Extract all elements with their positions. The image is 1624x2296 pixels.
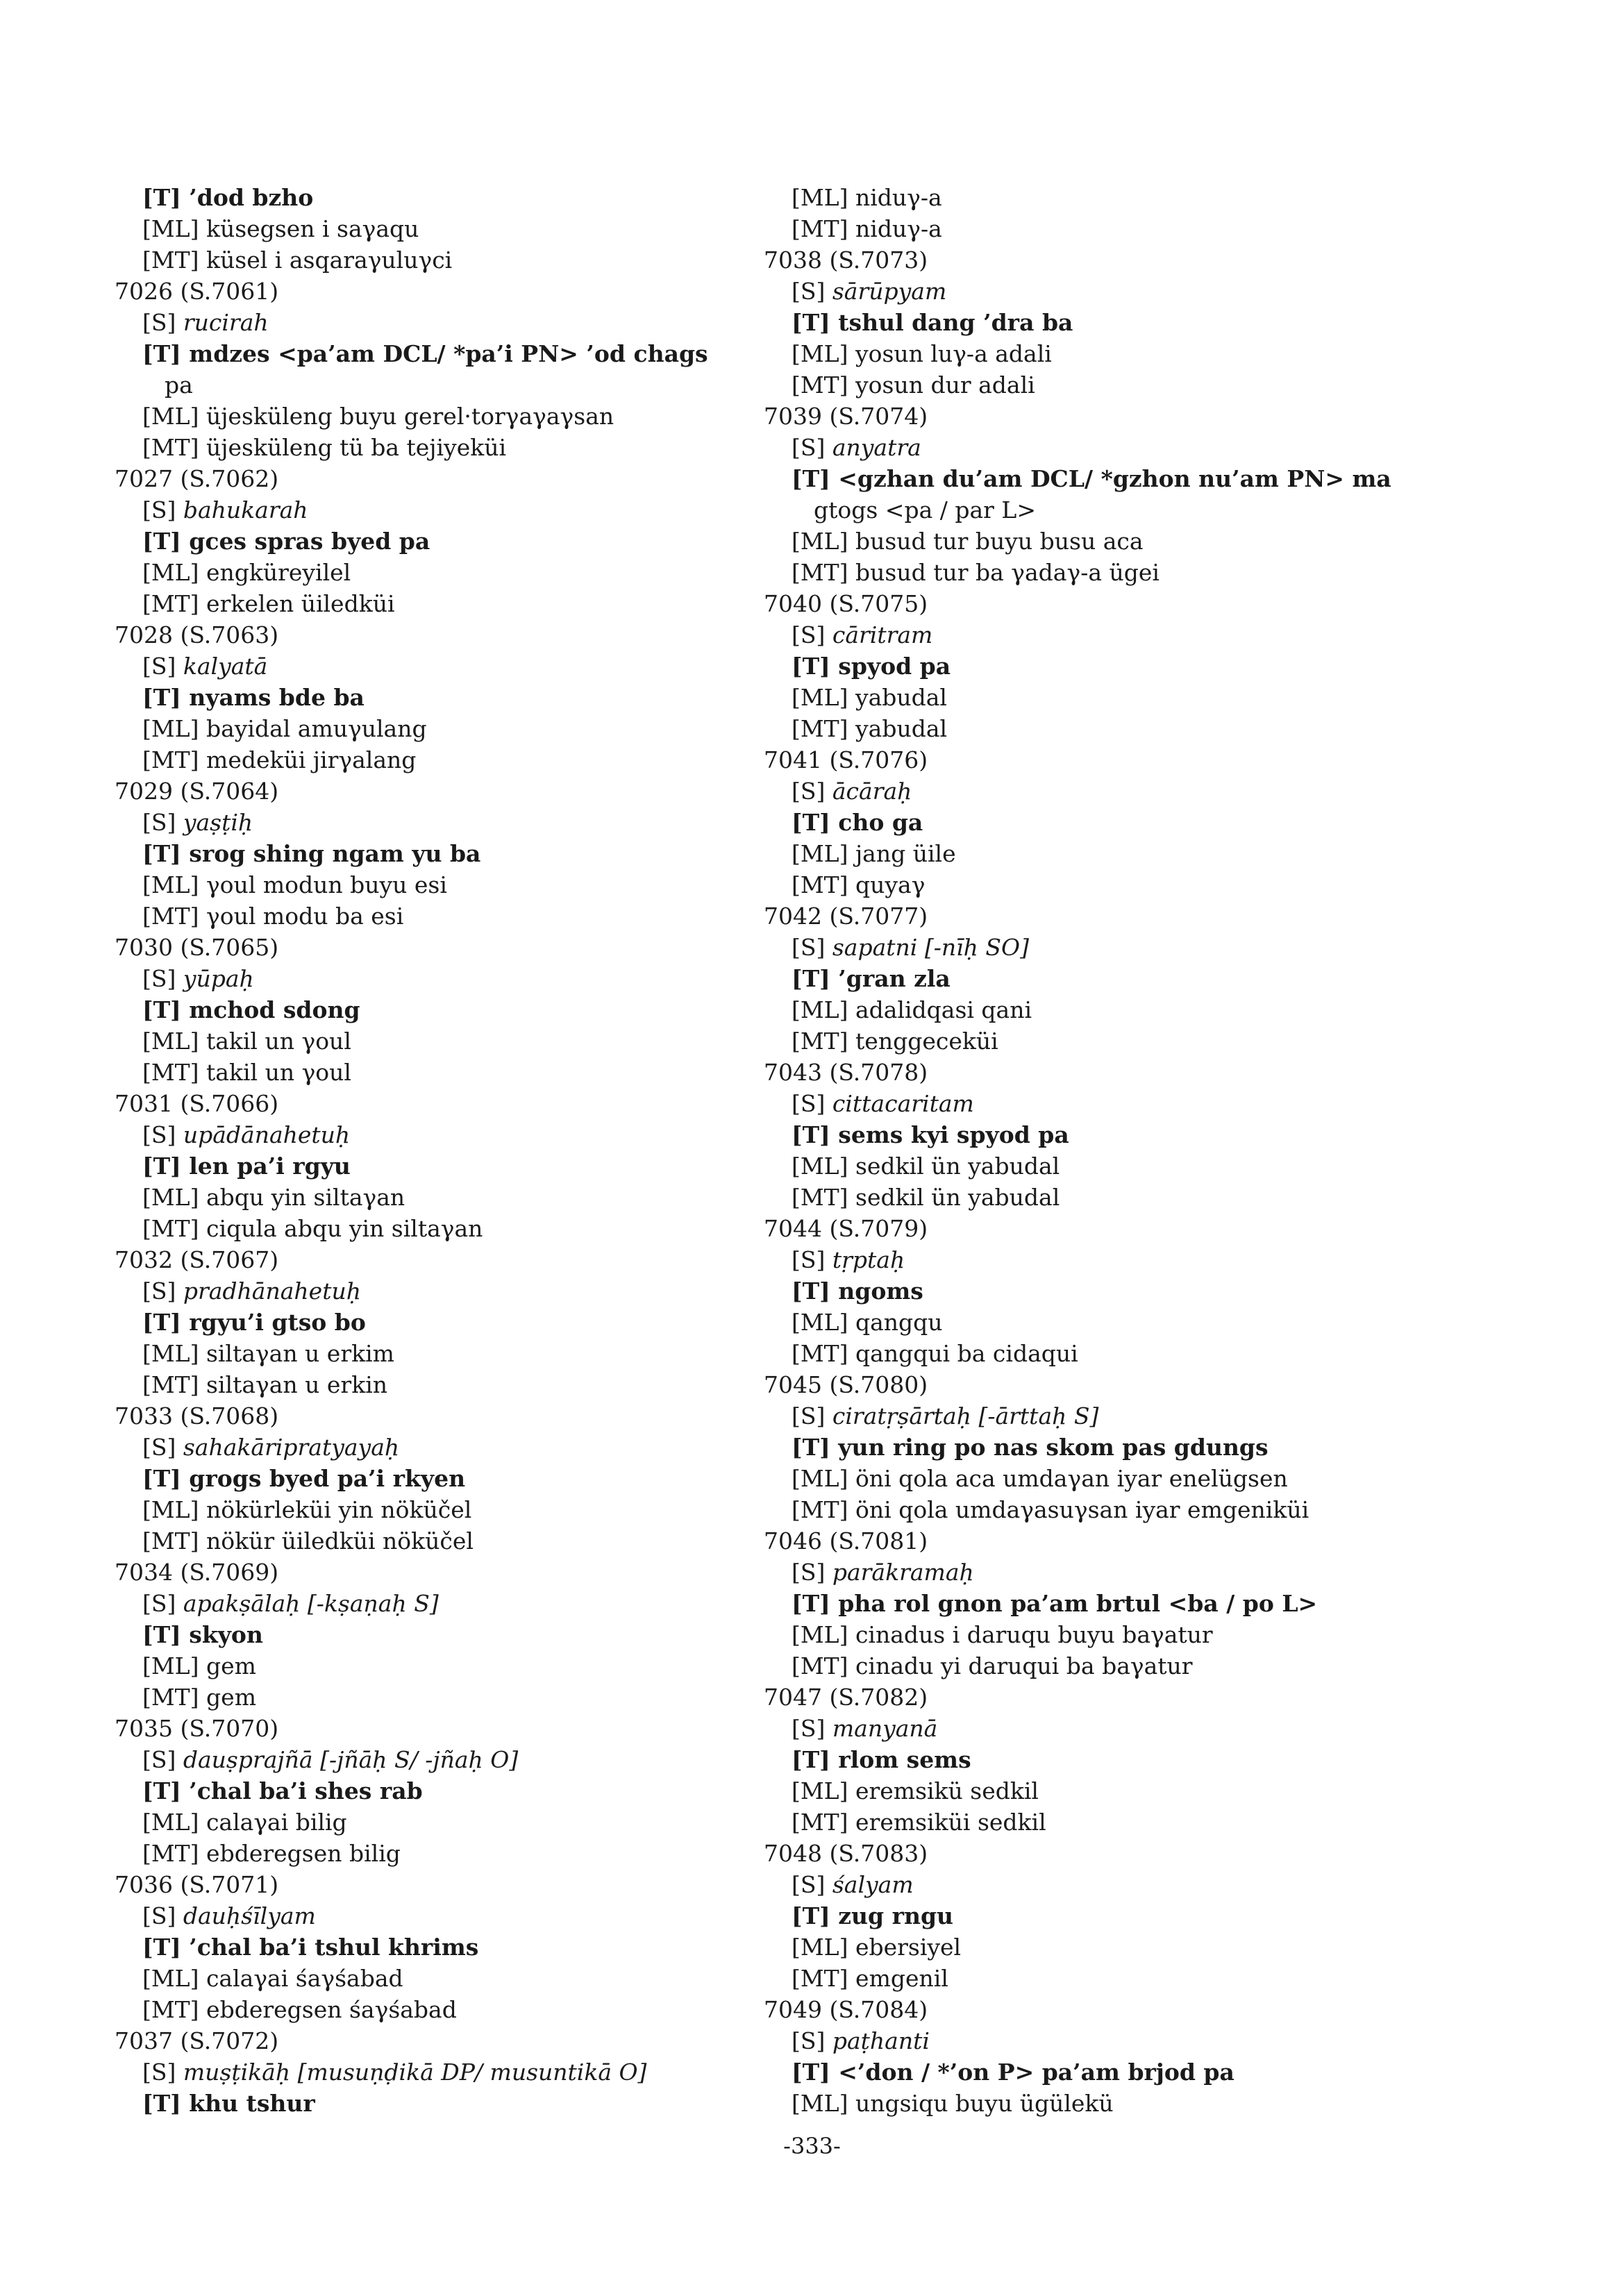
sanskrit-line <box>115 1744 781 1775</box>
entry-number: 7030 (S.7065) <box>115 934 279 961</box>
tibetan-line: [T] pha rol gnon pa’am brtul <ba / po L> <box>792 1590 1318 1617</box>
sanskrit-tag: [S] <box>792 1402 832 1430</box>
sanskrit-term: dauḥśīlyam <box>183 1902 316 1929</box>
entry-number: 7037 (S.7072) <box>115 2027 279 2054</box>
sanskrit-tag: [S] <box>142 1902 183 1929</box>
sanskrit-line <box>764 776 1500 807</box>
sanskrit-term: rucirah <box>183 309 269 336</box>
mongolian-ml-line: [ML] adalidqasi qani <box>792 996 1032 1023</box>
tibetan-line: [T] skyon <box>142 1621 263 1648</box>
tibetan-line: [T] grogs byed pa’i rkyen <box>142 1465 466 1492</box>
sanskrit-line <box>115 1119 781 1150</box>
mongolian-ml-line: [ML] takil un γoul <box>142 1028 351 1055</box>
sanskrit-term: tṛptaḥ <box>832 1246 905 1273</box>
mongolian-mt-line: [MT] emgenil <box>792 1965 948 1992</box>
left-column <box>115 182 781 2119</box>
sanskrit-term: sahakāripratyayaḥ <box>183 1434 400 1461</box>
entry-continuation: gtogs <pa / par L> <box>814 496 1036 523</box>
sanskrit-line <box>115 494 781 526</box>
mongolian-ml-line: [ML] üjesküleng buyu gerel·torγaγaγsan <box>142 403 614 430</box>
sanskrit-tag: [S] <box>142 653 183 680</box>
sanskrit-tag: [S] <box>142 1121 183 1148</box>
mongolian-ml-line: [ML] busud tur buyu busu aca <box>792 528 1144 555</box>
sanskrit-line <box>764 1244 1500 1275</box>
sanskrit-term: dauṣprajñā [-jñāḥ S/ -jñaḥ O] <box>183 1746 519 1773</box>
sanskrit-line <box>764 1400 1500 1432</box>
entry-continuation: pa <box>165 371 193 399</box>
sanskrit-line <box>764 1869 1500 1900</box>
page-number: -333- <box>783 2133 841 2159</box>
entry-number: 7041 (S.7076) <box>764 746 928 773</box>
sanskrit-line <box>115 307 781 338</box>
mongolian-mt-line: [MT] niduγ-a <box>792 215 942 242</box>
mongolian-ml-line: [ML] bayidal amuγulang <box>142 715 427 742</box>
sanskrit-tag: [S] <box>792 934 832 961</box>
entry-number: 7042 (S.7077) <box>764 903 928 930</box>
sanskrit-term: upādānahetuḥ <box>183 1121 351 1148</box>
entry-number: 7049 (S.7084) <box>764 1996 928 2023</box>
mongolian-ml-line: [ML] nökürleküi yin nöküčel <box>142 1496 472 1523</box>
mongolian-ml-line: [ML] qangqu <box>792 1309 943 1336</box>
mongolian-mt-line: [MT] qangqui ba cidaqui <box>792 1340 1078 1367</box>
tibetan-line: [T] mdzes <pa’am DCL/ *pa’i PN> ’od chags <box>142 340 708 367</box>
tibetan-line: [T] gces spras byed pa <box>142 528 430 555</box>
mongolian-ml-line: [ML] öni qola aca umdaγan iyar enelügsen <box>792 1465 1288 1492</box>
sanskrit-term: sārūpyam <box>832 278 947 305</box>
tibetan-line: [T] ngoms <box>792 1277 923 1305</box>
tibetan-line: [T] rlom sems <box>792 1746 971 1773</box>
mongolian-mt-line: [MT] tenggeceküi <box>792 1028 998 1055</box>
tibetan-line: [T] ’dod bzho <box>142 184 314 211</box>
mongolian-mt-line: [MT] nökür üiledküi nöküčel <box>142 1527 474 1555</box>
entry-number: 7035 (S.7070) <box>115 1715 279 1742</box>
sanskrit-tag: [S] <box>142 809 183 836</box>
sanskrit-term: yaṣṭiḥ <box>183 809 253 836</box>
tibetan-line: [T] zug rngu <box>792 1902 954 1929</box>
sanskrit-line <box>764 1713 1500 1744</box>
entry-number: 7043 (S.7078) <box>764 1059 928 1086</box>
sanskrit-line <box>115 1275 781 1307</box>
sanskrit-line <box>115 651 781 682</box>
mongolian-mt-line: [MT] küsel i asqaraγuluγci <box>142 246 453 274</box>
sanskrit-tag: [S] <box>142 1590 183 1617</box>
sanskrit-tag: [S] <box>142 309 183 336</box>
sanskrit-tag: [S] <box>792 434 832 461</box>
mongolian-ml-line: [ML] abqu yin siltaγan <box>142 1184 405 1211</box>
right-column <box>764 182 1500 2119</box>
sanskrit-line <box>115 1900 781 1932</box>
sanskrit-term: apakṣālaḥ [-kṣaṇaḥ S] <box>183 1590 439 1617</box>
entry-number: 7029 (S.7064) <box>115 778 279 805</box>
tibetan-line: [T] ’chal ba’i shes rab <box>142 1777 423 1804</box>
mongolian-ml-line: [ML] yosun luγ-a adali <box>792 340 1052 367</box>
sanskrit-line <box>764 932 1500 963</box>
tibetan-line: [T] cho ga <box>792 809 923 836</box>
mongolian-ml-line: [ML] jang üile <box>792 840 956 867</box>
sanskrit-tag: [S] <box>792 1871 832 1898</box>
mongolian-mt-line: [MT] γoul modu ba esi <box>142 903 404 930</box>
mongolian-ml-line: [ML] engküreyilel <box>142 559 351 586</box>
sanskrit-line <box>115 2056 781 2088</box>
entry-number: 7033 (S.7068) <box>115 1402 279 1430</box>
sanskrit-tag: [S] <box>792 778 832 805</box>
mongolian-ml-line: [ML] ungsiqu buyu ügülekü <box>792 2090 1114 2117</box>
sanskrit-term: cāritram <box>832 621 933 648</box>
sanskrit-line <box>764 1557 1500 1588</box>
sanskrit-term: pradhānahetuḥ <box>183 1277 361 1305</box>
mongolian-mt-line: [MT] ciqula abqu yin siltaγan <box>142 1215 483 1242</box>
tibetan-line: [T] sems kyi spyod pa <box>792 1121 1069 1148</box>
mongolian-mt-line: [MT] cinadu yi daruqui ba baγatur <box>792 1652 1193 1679</box>
entry-number: 7026 (S.7061) <box>115 278 279 305</box>
mongolian-mt-line: [MT] ebderegsen śaγśabad <box>142 1996 457 2023</box>
sanskrit-line <box>764 2025 1500 2056</box>
tibetan-line: [T] srog shing ngam yu ba <box>142 840 481 867</box>
sanskrit-term: cittacaritam <box>832 1090 974 1117</box>
sanskrit-term: ācāraḥ <box>832 778 912 805</box>
mongolian-ml-line: [ML] siltaγan u erkim <box>142 1340 394 1367</box>
mongolian-mt-line: [MT] sedkil ün yabudal <box>792 1184 1060 1211</box>
sanskrit-tag: [S] <box>142 965 183 992</box>
sanskrit-term: muṣṭikāḥ [musuṇḍikā DP/ musuntikā O] <box>183 2059 647 2086</box>
mongolian-ml-line: [ML] küsegsen i saγaqu <box>142 215 419 242</box>
entry-number: 7046 (S.7081) <box>764 1527 928 1555</box>
sanskrit-term: śalyam <box>832 1871 914 1898</box>
mongolian-mt-line: [MT] üjesküleng tü ba tejiyeküi <box>142 434 507 461</box>
sanskrit-term: kalyatā <box>183 653 268 680</box>
sanskrit-tag: [S] <box>142 496 183 523</box>
mongolian-mt-line: [MT] ebderegsen bilig <box>142 1840 401 1867</box>
sanskrit-tag: [S] <box>142 1746 183 1773</box>
entry-number: 7032 (S.7067) <box>115 1246 279 1273</box>
mongolian-mt-line: [MT] medeküi jirγalang <box>142 746 417 773</box>
sanskrit-line <box>764 1088 1500 1119</box>
mongolian-ml-line: [ML] yabudal <box>792 684 947 711</box>
sanskrit-term: manyanā <box>832 1715 938 1742</box>
sanskrit-tag: [S] <box>142 1434 183 1461</box>
mongolian-mt-line: [MT] gem <box>142 1684 256 1711</box>
mongolian-ml-line: [ML] sedkil ün yabudal <box>792 1153 1060 1180</box>
entry-number: 7048 (S.7083) <box>764 1840 928 1867</box>
tibetan-line: [T] ’gran zla <box>792 965 951 992</box>
tibetan-line: [T] mchod sdong <box>142 996 360 1023</box>
sanskrit-term: ciratṛṣārtaḥ [-ārttaḥ S] <box>832 1402 1099 1430</box>
sanskrit-term: bahukarah <box>183 496 308 523</box>
entry-number: 7047 (S.7082) <box>764 1684 928 1711</box>
tibetan-line: [T] khu tshur <box>142 2090 315 2117</box>
mongolian-ml-line: [ML] γoul modun buyu esi <box>142 871 447 898</box>
entry-number: 7031 (S.7066) <box>115 1090 279 1117</box>
mongolian-ml-line: [ML] niduγ-a <box>792 184 942 211</box>
entry-number: 7034 (S.7069) <box>115 1559 279 1586</box>
tibetan-line: [T] spyod pa <box>792 653 951 680</box>
sanskrit-tag: [S] <box>792 1559 832 1586</box>
sanskrit-tag: [S] <box>792 1246 832 1273</box>
entry-number: 7027 (S.7062) <box>115 465 279 492</box>
mongolian-mt-line: [MT] takil un γoul <box>142 1059 351 1086</box>
sanskrit-line <box>115 963 781 994</box>
mongolian-mt-line: [MT] eremsiküi sedkil <box>792 1809 1046 1836</box>
sanskrit-line <box>764 619 1500 651</box>
mongolian-mt-line: [MT] yosun dur adali <box>792 371 1035 399</box>
tibetan-line: [T] rgyu’i gtso bo <box>142 1309 366 1336</box>
entry-number: 7028 (S.7063) <box>115 621 279 648</box>
sanskrit-tag: [S] <box>792 2027 832 2054</box>
mongolian-ml-line: [ML] calaγai śaγśabad <box>142 1965 403 1992</box>
mongolian-ml-line: [ML] eremsikü sedkil <box>792 1777 1039 1804</box>
sanskrit-term: parākramaḥ <box>832 1559 974 1586</box>
entry-number: 7036 (S.7071) <box>115 1871 279 1898</box>
entry-number: 7039 (S.7074) <box>764 403 928 430</box>
tibetan-line: [T] nyams bde ba <box>142 684 365 711</box>
tibetan-line: [T] <’don / *’on P> pa’am brjod pa <box>792 2059 1234 2086</box>
sanskrit-tag: [S] <box>792 278 832 305</box>
mongolian-mt-line: [MT] yabudal <box>792 715 948 742</box>
tibetan-line: [T] len pa’i rgyu <box>142 1153 351 1180</box>
sanskrit-tag: [S] <box>792 1090 832 1117</box>
entry-number: 7045 (S.7080) <box>764 1371 928 1398</box>
sanskrit-line <box>115 1432 781 1463</box>
sanskrit-line <box>764 276 1500 307</box>
sanskrit-line <box>115 807 781 838</box>
mongolian-ml-line: [ML] calaγai bilig <box>142 1809 347 1836</box>
entry-number: 7044 (S.7079) <box>764 1215 928 1242</box>
tibetan-line: [T] ’chal ba’i tshul khrims <box>142 1934 479 1961</box>
sanskrit-tag: [S] <box>792 1715 832 1742</box>
entry-number: 7038 (S.7073) <box>764 246 928 274</box>
mongolian-ml-line: [ML] cinadus i daruqu buyu baγatur <box>792 1621 1213 1648</box>
sanskrit-line <box>115 1588 781 1619</box>
sanskrit-term: sapatni [-nīḥ SO] <box>832 934 1029 961</box>
sanskrit-tag: [S] <box>142 2059 183 2086</box>
entry-number: 7040 (S.7075) <box>764 590 928 617</box>
mongolian-ml-line: [ML] ebersiyel <box>792 1934 962 1961</box>
sanskrit-tag: [S] <box>142 1277 183 1305</box>
tibetan-line: [T] yun ring po nas skom pas gdungs <box>792 1434 1269 1461</box>
sanskrit-line <box>764 432 1500 463</box>
mongolian-mt-line: [MT] siltaγan u erkin <box>142 1371 388 1398</box>
mongolian-mt-line: [MT] quyaγ <box>792 871 926 898</box>
mongolian-mt-line: [MT] öni qola umdaγasuγsan iyar emgeniküi <box>792 1496 1309 1523</box>
mongolian-ml-line: [ML] gem <box>142 1652 256 1679</box>
sanskrit-term: anyatra <box>832 434 921 461</box>
mongolian-mt-line: [MT] busud tur ba γadaγ-a ügei <box>792 559 1160 586</box>
tibetan-line: [T] <gzhan du’am DCL/ *gzhon nu’am PN> ma <box>792 465 1391 492</box>
mongolian-mt-line: [MT] erkelen üiledküi <box>142 590 395 617</box>
sanskrit-term: paṭhanti <box>832 2027 930 2054</box>
sanskrit-term: yūpaḥ <box>183 965 254 992</box>
tibetan-line: [T] tshul dang ’dra ba <box>792 309 1073 336</box>
sanskrit-tag: [S] <box>792 621 832 648</box>
